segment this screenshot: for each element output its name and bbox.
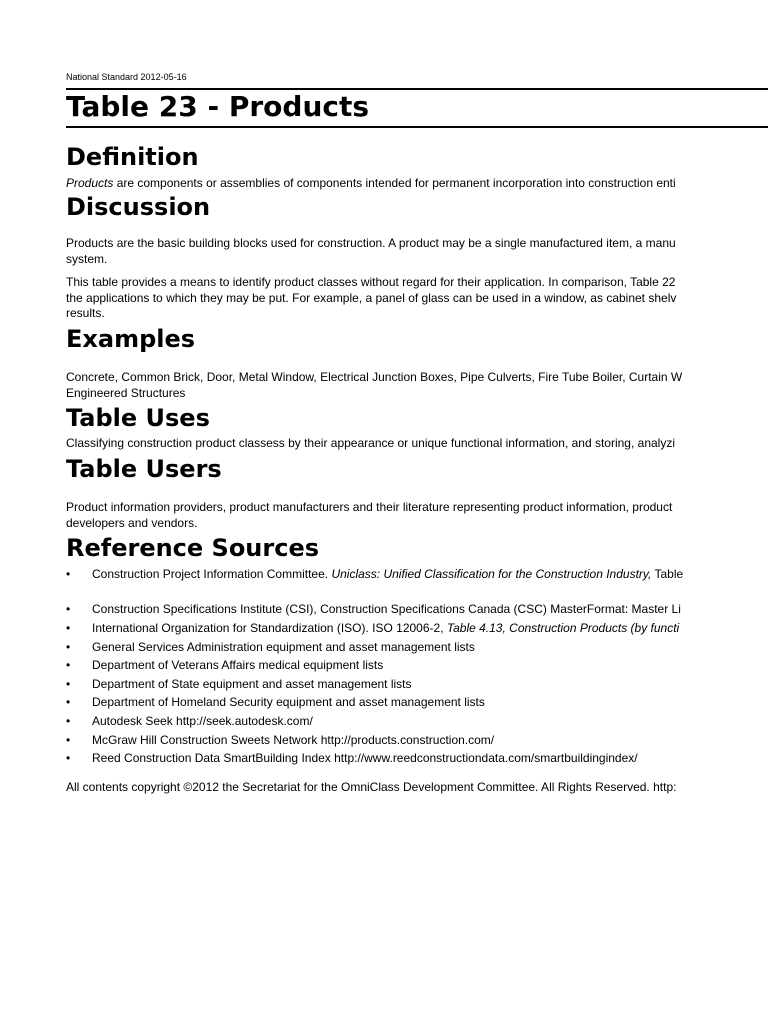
bullet-icon: • bbox=[66, 714, 71, 728]
definition-emph: Products bbox=[66, 176, 114, 190]
reference-sources-heading: Reference Sources bbox=[66, 534, 320, 562]
discussion-p2-line3: results. bbox=[66, 306, 105, 320]
discussion-p2-line1: This table provides a means to identify product classes without regard for their application. In comparison, Table 22 bbox=[66, 275, 676, 289]
examples-line1: Concrete, Common Brick, Door, Metal Window, Electrical Junction Boxes, Pipe Culverts, Fire Tube Boiler, Curtain W bbox=[66, 370, 683, 384]
bullet-icon: • bbox=[66, 658, 71, 672]
table-uses-heading: Table Uses bbox=[66, 404, 210, 432]
bullet-icon: • bbox=[66, 640, 71, 654]
reference-item: • Construction Specifications Institute (CSI), Construction Specifications Canada (CSC) MasterFormat: Master Li bbox=[66, 602, 681, 616]
reference-item: • Reed Construction Data SmartBuilding Index http://www.reedconstructiondata.com/smartbuildingindex/ bbox=[66, 751, 638, 765]
discussion-p1-line2: system. bbox=[66, 252, 108, 266]
page-title: Table 23 - Products bbox=[66, 90, 370, 123]
document-page bbox=[66, 0, 768, 1024]
reference-item: • Autodesk Seek http://seek.autodesk.com/ bbox=[66, 714, 313, 728]
table-users-line2: developers and vendors. bbox=[66, 516, 198, 530]
definition-text bbox=[66, 175, 676, 191]
discussion-p1-line1: Products are the basic building blocks used for construction. A product may be a single manufactured item, a manu bbox=[66, 236, 676, 250]
reference-item: • Department of Homeland Security equipment and asset management lists bbox=[66, 695, 485, 709]
bullet-icon: • bbox=[66, 695, 71, 709]
discussion-p2-line2: the applications to which they may be put. For example, a panel of glass can be used in a window, as cabinet shelv bbox=[66, 291, 677, 305]
discussion-heading: Discussion bbox=[66, 193, 211, 221]
table-uses-text: Classifying construction product classess by their appearance or unique functional information, and storing, analyzi bbox=[66, 436, 675, 450]
bullet-icon: • bbox=[66, 751, 71, 765]
footer-copyright: All contents copyright ©2012 the Secretariat for the OmniClass Development Committee. All Rights Reserved. http: bbox=[66, 780, 677, 794]
examples-line2: Engineered Structures bbox=[66, 386, 186, 400]
bullet-icon: • bbox=[66, 602, 71, 616]
standard-date: National Standard 2012-05-16 bbox=[66, 72, 187, 82]
examples-heading: Examples bbox=[66, 325, 196, 353]
bullet-icon: • bbox=[66, 733, 71, 747]
reference-item: • McGraw Hill Construction Sweets Network http://products.construction.com/ bbox=[66, 733, 495, 747]
reference-item: • Construction Project Information Committee. Uniclass: Unified Classification for the Construction Industry, Table bbox=[66, 567, 684, 581]
reference-item: • Department of State equipment and asset management lists bbox=[66, 677, 412, 691]
bullet-icon: • bbox=[66, 677, 71, 691]
reference-item: • Department of Veterans Affairs medical equipment lists bbox=[66, 658, 384, 672]
definition-heading: Definition bbox=[66, 143, 199, 171]
table-users-heading: Table Users bbox=[66, 455, 222, 483]
reference-item: • International Organization for Standardization (ISO). ISO 12006-2, Table 4.13, Construction Products (by functi bbox=[66, 621, 680, 635]
definition-rest: are components or assemblies of components intended for permanent incorporation into construction enti bbox=[113, 176, 676, 190]
bullet-icon: • bbox=[66, 567, 71, 581]
table-users-line1: Product information providers, product manufacturers and their literature representing product information, product bbox=[66, 500, 673, 514]
bullet-icon: • bbox=[66, 621, 71, 635]
reference-item: • General Services Administration equipment and asset management lists bbox=[66, 640, 475, 654]
